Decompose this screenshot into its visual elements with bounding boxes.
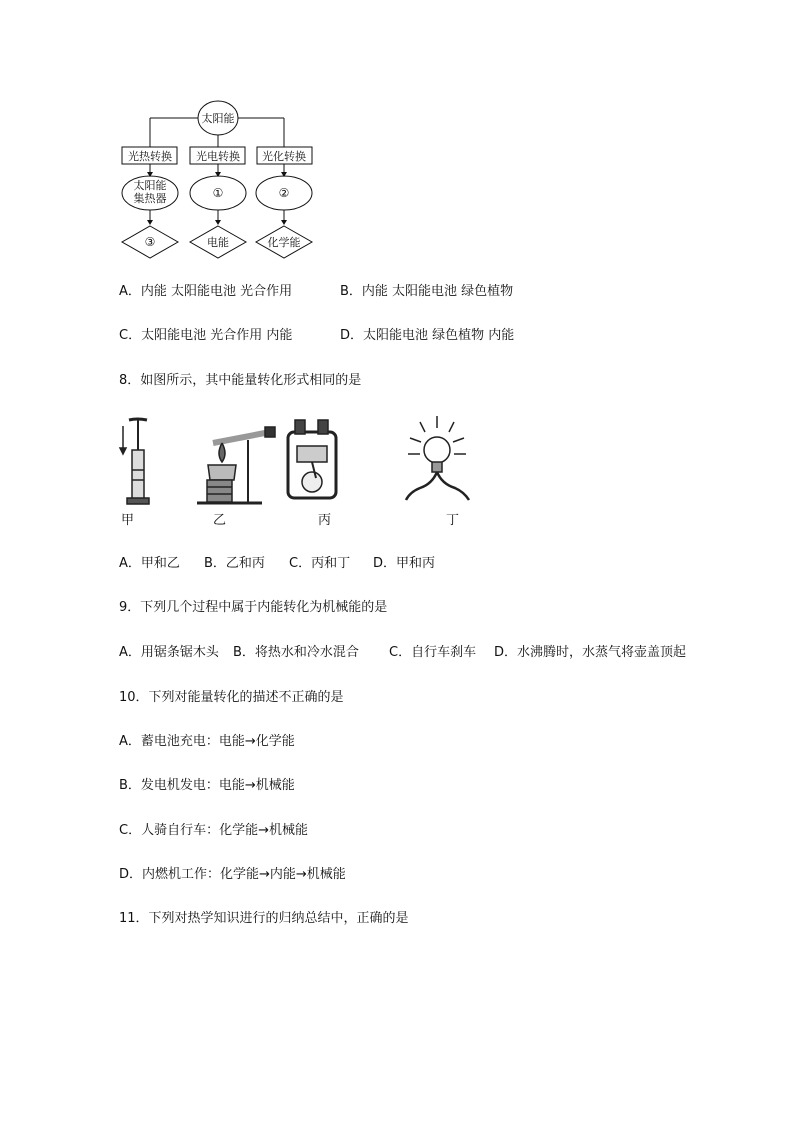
diagram-convert-3: 光化转换	[262, 150, 306, 163]
q10-option-d: D．内燃机工作：化学能→内能→机械能	[119, 867, 346, 882]
q8-caption-yi: 乙	[213, 513, 227, 528]
diagram-device-2: ①	[212, 186, 224, 200]
diagram-result-1: ③	[144, 235, 156, 249]
q7-option-d: D．太阳能电池 绿色植物 内能	[340, 328, 515, 343]
q8-caption-bing: 丙	[318, 513, 332, 528]
diagram-result-3: 化学能	[267, 236, 301, 249]
q10-option-c: C．人骑自行车：化学能→机械能	[119, 823, 308, 838]
q8-caption-jia: 甲	[121, 513, 135, 528]
q8-option-b: B．乙和丙	[204, 556, 265, 571]
fig-jia-syringe-image	[120, 419, 149, 504]
q7-option-b: B．内能 太阳能电池 绿色植物	[340, 284, 514, 299]
q7-option-a: A．内能 太阳能电池 光合作用	[119, 284, 293, 299]
fig-yi-heating-image	[197, 427, 275, 503]
q8-option-c: C．丙和丁	[289, 556, 351, 571]
fig-ding-bulb-image	[406, 416, 469, 500]
fig-bing-engine-image	[288, 420, 336, 498]
q9-stem: 9．下列几个过程中属于内能转化为机械能的是	[119, 600, 388, 615]
diagram-device-1a: 太阳能	[133, 179, 167, 192]
diagram-device-3: ②	[278, 186, 290, 200]
q8-stem: 8．如图所示，其中能量转化形式相同的是	[119, 373, 362, 388]
q10-option-a: A．蓄电池充电：电能→化学能	[119, 734, 295, 749]
q9-option-b: B．将热水和冷水混合	[233, 645, 359, 660]
q9-option-c: C．自行车刹车	[389, 645, 477, 660]
diagram-convert-1: 光热转换	[128, 150, 172, 163]
diagram-root: 太阳能	[201, 112, 235, 125]
q8-option-d: D．甲和丙	[373, 556, 436, 571]
diagram-convert-2: 光电转换	[196, 150, 240, 163]
q9-option-d: D．水沸腾时，水蒸气将壶盖顶起	[494, 645, 687, 660]
q9-option-a: A．用锯条锯木头	[119, 645, 219, 660]
q11-stem: 11．下列对热学知识进行的归纳总结中，正确的是	[119, 911, 409, 926]
q8-option-a: A．甲和乙	[119, 556, 180, 571]
q10-option-b: B．发电机发电：电能→机械能	[119, 778, 295, 793]
q8-caption-ding: 丁	[446, 513, 460, 528]
diagram-device-1b: 集热器	[133, 192, 167, 205]
solar-energy-diagram	[0, 0, 794, 270]
q8-figures	[0, 410, 794, 510]
q10-stem: 10．下列对能量转化的描述不正确的是	[119, 690, 344, 705]
diagram-result-2: 电能	[207, 236, 229, 249]
q7-option-c: C．太阳能电池 光合作用 内能	[119, 328, 293, 343]
